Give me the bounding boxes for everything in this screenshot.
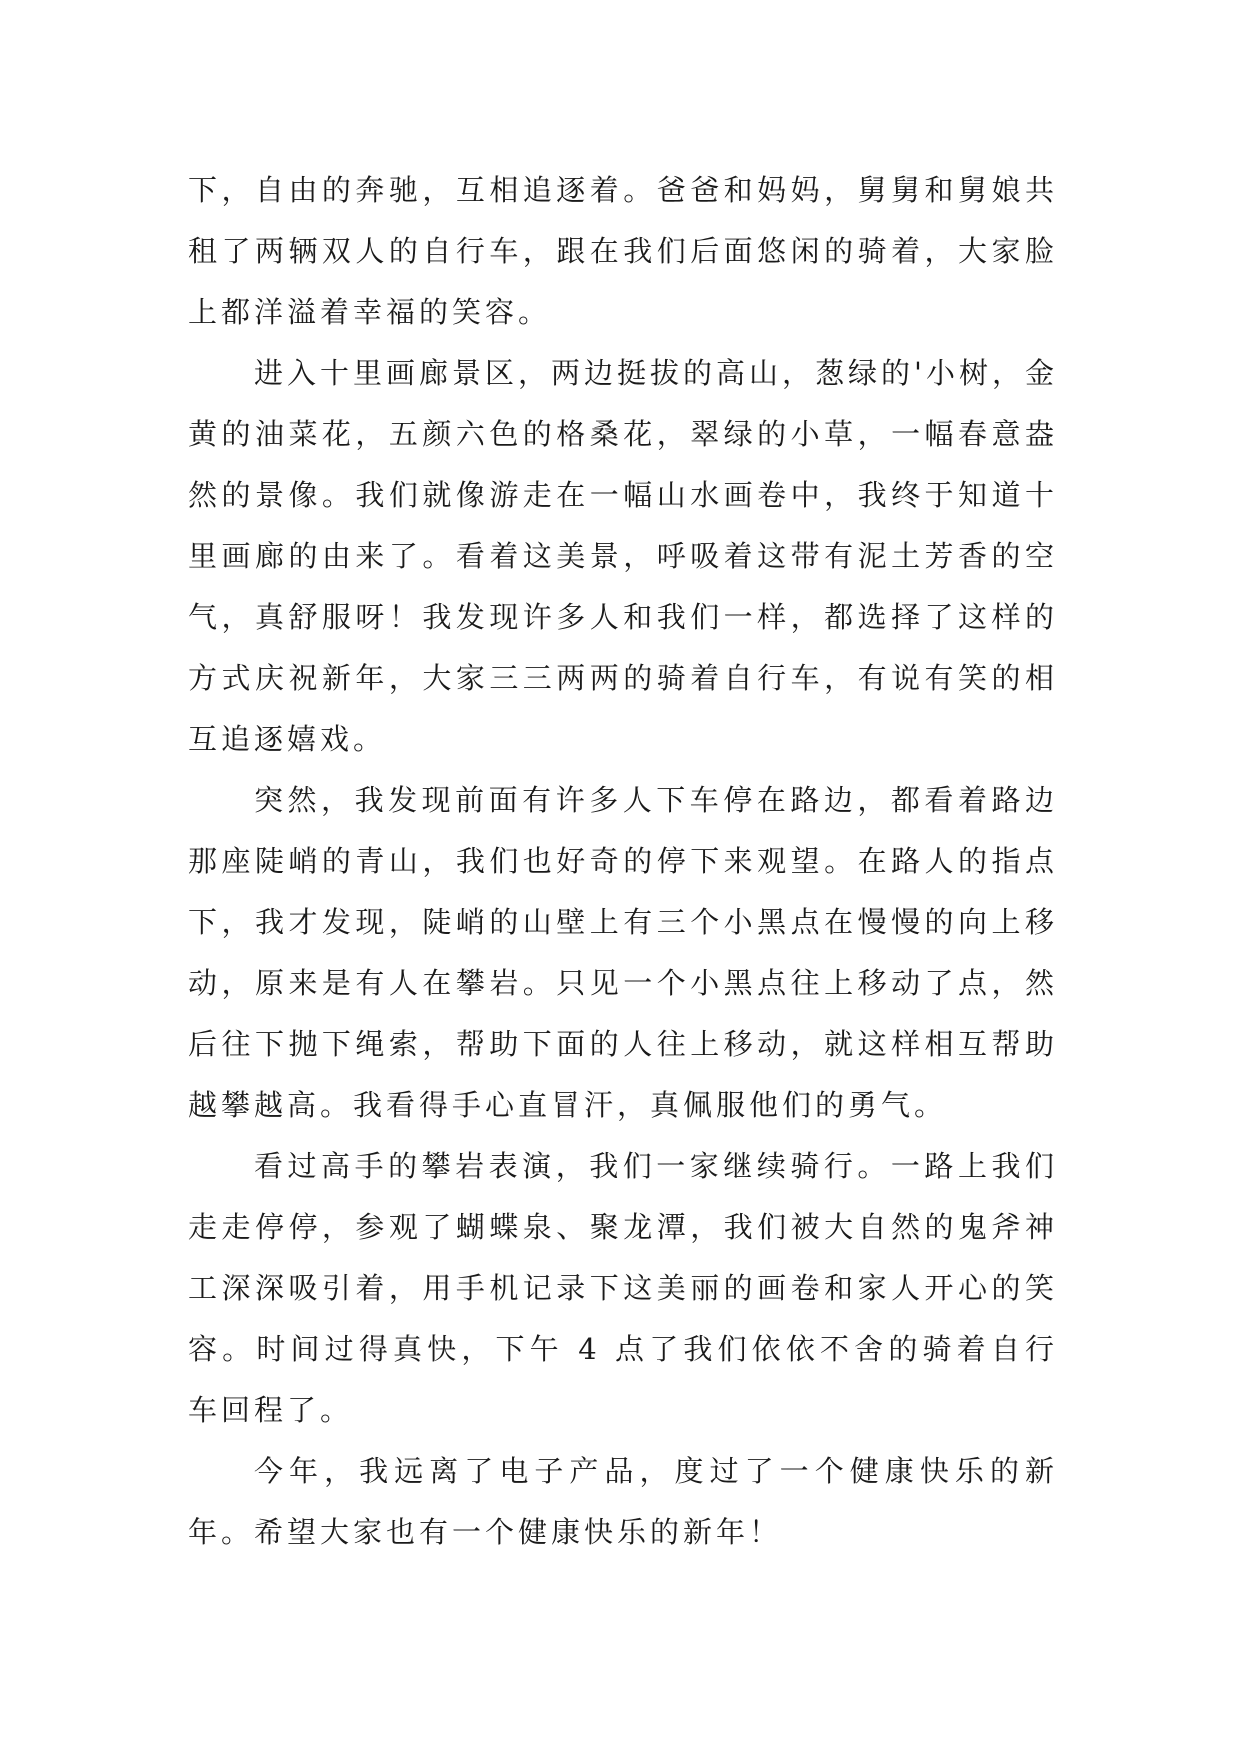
document-body: [188, 160, 1058, 1563]
paragraph-5: 今年，我远离了电子产品，度过了一个健康快乐的新年。希望大家也有一个健康快乐的新年！: [188, 1454, 1058, 1549]
paragraph-1: 下，自由的奔驰，互相追逐着。爸爸和妈妈，舅舅和舅娘共租了两辆双人的自行车，跟在我们后面悠闲的骑着，大家脸上都洋溢着幸福的笑容。: [188, 173, 1058, 329]
paragraph-2: 进入十里画廊景区，两边挺拔的高山，葱绿的'小树，金黄的油菜花，五颜六色的格桑花，翠绿的小草，一幅春意盎然的景像。我们就像游走在一幅山水画卷中，我终于知道十里画廊的由来了。看着这美景，呼吸着这带有泥土芳香的空气，真舒服呀！我发现许多人和我们一样，都选择了这样的方式庆祝新年，大家三三两两的骑着自行车，有说有笑的相互追逐嬉戏。: [188, 356, 1058, 756]
paragraph-3: 突然，我发现前面有许多人下车停在路边，都看着路边那座陡峭的青山，我们也好奇的停下来观望。在路人的指点下，我才发现，陡峭的山壁上有三个小黑点在慢慢的向上移动，原来是有人在攀岩。只见一个小黑点往上移动了点，然后往下抛下绳索，帮助下面的人往上移动，就这样相互帮助越攀越高。我看得手心直冒汗，真佩服他们的勇气。: [188, 783, 1058, 1122]
paragraph-4: 看过高手的攀岩表演，我们一家继续骑行。一路上我们走走停停，参观了蝴蝶泉、聚龙潭，我们被大自然的鬼斧神工深深吸引着，用手机记录下这美丽的画卷和家人开心的笑容。时间过得真快，下午 4 点了我们依依不舍的骑着自行车回程了。: [188, 1149, 1058, 1427]
